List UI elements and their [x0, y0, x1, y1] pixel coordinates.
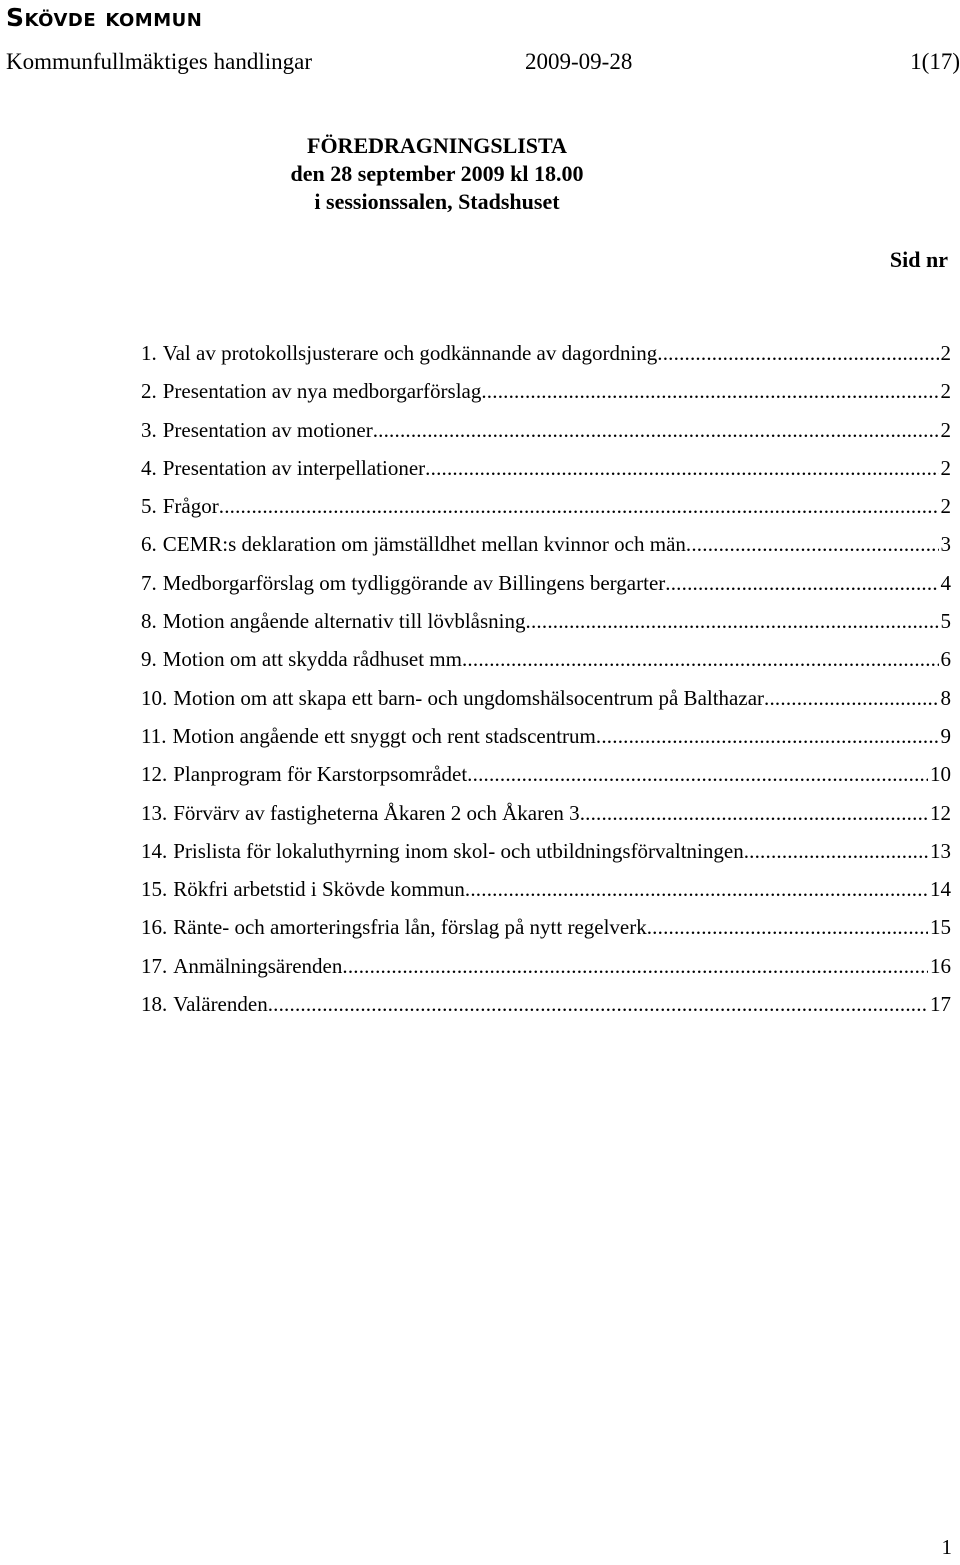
toc-item: [141, 794, 951, 832]
toc-item-title: Rökfri arbetstid i Skövde kommun: [173, 877, 465, 902]
toc-item-number: 3.: [141, 417, 157, 442]
toc-item-page: 8: [940, 685, 951, 710]
toc-item-page: 17: [930, 992, 951, 1017]
toc-dot-leader: [268, 985, 928, 1023]
toc-dot-leader: [596, 717, 939, 755]
document-header: [6, 46, 960, 78]
toc-item-page: 2: [940, 494, 951, 519]
toc-dot-leader: [465, 870, 928, 908]
toc-item-title: Motion angående ett snyggt och rent stadscentrum: [172, 723, 596, 748]
toc-item-page: 14: [930, 877, 951, 902]
toc-item-number: 4.: [141, 455, 157, 480]
toc-item-number: 15.: [141, 877, 168, 902]
toc-dot-leader: [373, 411, 939, 449]
toc-dot-leader: [481, 372, 938, 410]
toc-dot-leader: [647, 908, 928, 946]
toc-dot-leader: [686, 525, 939, 563]
toc-dot-leader: [342, 947, 928, 985]
toc-item: [141, 679, 951, 717]
toc-dot-leader: [580, 794, 928, 832]
toc-item-title: Motion om att skydda rådhuset mm: [162, 647, 462, 672]
toc-item-page: 5: [940, 609, 951, 634]
toc-item-number: 13.: [141, 800, 168, 825]
toc-item: [141, 602, 951, 640]
document-title: Kommunfullmäktiges handlingar: [6, 49, 312, 74]
toc-dot-leader: [665, 564, 938, 602]
toc-item-page: 2: [940, 341, 951, 365]
toc-dot-leader: [526, 602, 939, 640]
toc-item: [141, 372, 951, 410]
toc-item: [141, 525, 951, 563]
toc-item-title: Medborgarförslag om tydliggörande av Billingens bergarter: [162, 570, 666, 595]
toc-item: [141, 487, 951, 525]
toc-item-number: 1.: [141, 341, 157, 365]
toc-item-number: 2.: [141, 379, 157, 404]
toc-item-number: 16.: [141, 915, 168, 940]
toc-item-number: 10.: [141, 685, 168, 710]
toc-item-title: Valärenden: [173, 992, 268, 1017]
document-page-count: 1(17): [910, 49, 960, 74]
toc-item-page: 15: [930, 915, 951, 940]
toc-item-title: CEMR:s deklaration om jämställdhet mellan kvinnor och män: [162, 532, 686, 557]
toc-item-title: Presentation av nya medborgarförslag: [162, 379, 482, 404]
agenda-where: i sessionssalen, Stadshuset: [314, 189, 560, 214]
toc-item-page: 9: [940, 723, 951, 748]
toc-item: [141, 832, 951, 870]
toc-item: [141, 908, 951, 946]
toc-item-page: 16: [930, 953, 951, 978]
agenda-heading: [0, 132, 960, 216]
toc-item: [141, 947, 951, 985]
toc-item-title: Val av protokollsjusterare och godkännande av dagordning: [162, 341, 658, 365]
page-number-column-label: Sid nr: [889, 247, 948, 272]
toc-item: [141, 640, 951, 678]
toc-item-title: Presentation av interpellationer: [162, 455, 426, 480]
agenda-when: den 28 september 2009 kl 18.00: [290, 161, 584, 186]
toc-item-page: 2: [940, 417, 951, 442]
toc-dot-leader: [462, 640, 939, 678]
municipality-logo: Skövde kommun: [6, 3, 203, 32]
toc-item-page: 4: [940, 570, 951, 595]
toc-dot-leader: [467, 755, 928, 793]
toc-item-page: 10: [930, 762, 951, 787]
toc-item-title: Förvärv av fastigheterna Åkaren 2 och Åkaren 3: [173, 800, 580, 825]
toc-item-page: 12: [930, 800, 951, 825]
toc-item-title: Frågor: [162, 494, 219, 519]
toc-item-page: 6: [940, 647, 951, 672]
toc-item: [141, 334, 951, 372]
toc-item: [141, 564, 951, 602]
agenda-title: FÖREDRAGNINGSLISTA: [307, 133, 567, 158]
toc-item: [141, 870, 951, 908]
toc-item-page: 13: [930, 838, 951, 863]
toc-item-number: 18.: [141, 992, 168, 1017]
toc-item-number: 6.: [141, 532, 157, 557]
document-date: 2009-09-28: [525, 49, 633, 74]
toc-item-title: Planprogram för Karstorpsområdet: [173, 762, 468, 787]
toc-item: [141, 411, 951, 449]
toc-item-number: 11.: [141, 723, 167, 748]
toc-dot-leader: [219, 487, 939, 525]
toc-item-number: 8.: [141, 609, 157, 634]
toc-item-page: 3: [940, 532, 951, 557]
toc-item-number: 14.: [141, 838, 168, 863]
toc-item-page: 2: [940, 455, 951, 480]
toc-item-number: 17.: [141, 953, 168, 978]
toc-item-title: Motion angående alternativ till lövblåsning: [162, 609, 526, 634]
toc-item: [141, 755, 951, 793]
toc-item-page: 2: [940, 379, 951, 404]
toc-item-number: 7.: [141, 570, 157, 595]
toc-item-number: 12.: [141, 762, 168, 787]
toc-item-title: Presentation av motioner: [162, 417, 373, 442]
toc-dot-leader: [425, 449, 938, 487]
toc-dot-leader: [764, 679, 938, 717]
toc-item: [141, 449, 951, 487]
toc-item: [141, 717, 951, 755]
toc-item-number: 5.: [141, 494, 157, 519]
toc-item-title: Anmälningsärenden: [173, 953, 343, 978]
footer-page-number: 1: [941, 1535, 952, 1559]
toc-item-title: Ränte- och amorteringsfria lån, förslag på nytt regelverk: [173, 915, 647, 940]
toc-item-number: 9.: [141, 647, 157, 672]
toc-dot-leader: [657, 334, 938, 372]
toc-item-title: Motion om att skapa ett barn- och ungdomshälsocentrum på Balthazar: [173, 685, 765, 710]
table-of-contents: [141, 334, 951, 1023]
toc-dot-leader: [744, 832, 928, 870]
toc-item-title: Prislista för lokaluthyrning inom skol- och utbildningsförvaltningen: [173, 838, 744, 863]
toc-item: [141, 985, 951, 1023]
